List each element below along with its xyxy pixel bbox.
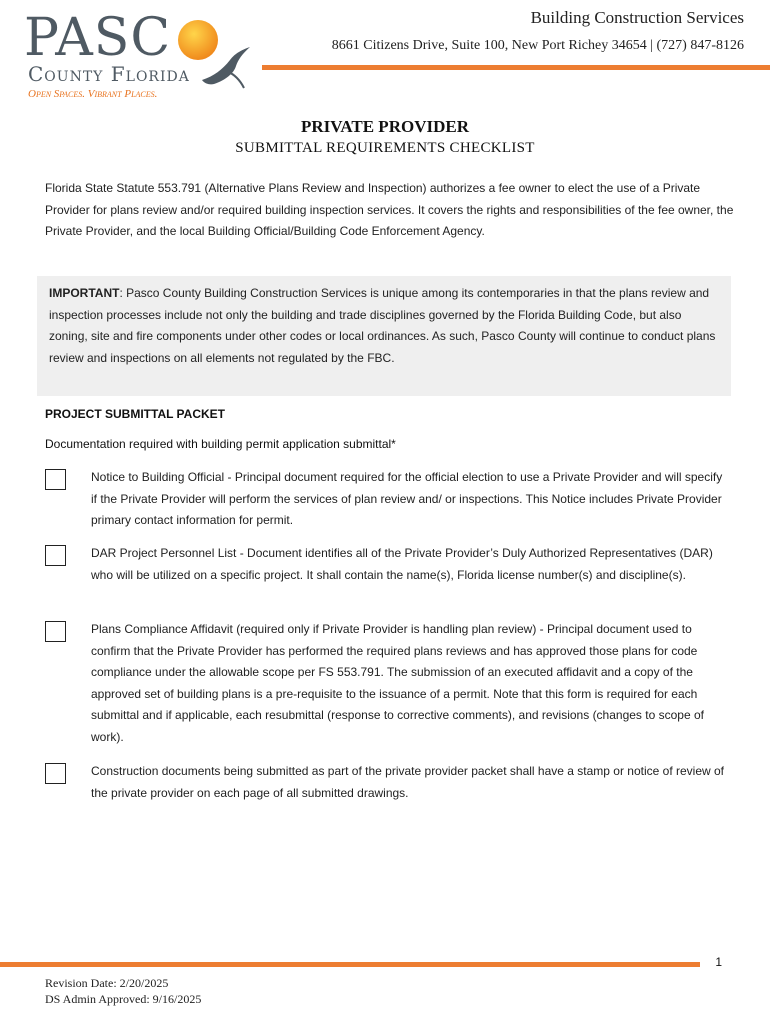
documentation-required-text: Documentation required with building permit application submittal* bbox=[45, 437, 396, 451]
logo-county-florida: County Florida bbox=[28, 62, 190, 86]
revision-date: Revision Date: 2/20/2025 bbox=[45, 976, 169, 990]
checkbox-plans-compliance-affidavit[interactable] bbox=[45, 621, 66, 642]
checkbox-notice-to-building-official[interactable] bbox=[45, 469, 66, 490]
checkbox-dar-personnel-list[interactable] bbox=[45, 545, 66, 566]
document-title: PRIVATE PROVIDER bbox=[301, 117, 469, 136]
footer-info bbox=[45, 975, 201, 1007]
checklist-item-text: Notice to Building Official - Principal document required for the official election to use a Private Provider and will specify if the Private Provider will perform the services of plan review and/ or inspections. This Notice includes Private Provider primary contact information for permit. bbox=[91, 470, 723, 527]
important-text: : Pasco County Building Construction Services is unique among its contemporaries in that the plans review and inspection processes include not only the building and trade disciplines governed by the Florida Building Code, but also zoning, site and fire components under other codes or local ordinances. As such, Pasco County will continue to conduct plans review and inspections on all elements not regulated by the FBC. bbox=[49, 286, 716, 365]
checkbox-construction-documents[interactable] bbox=[45, 763, 66, 784]
logo-tagline: Open Spaces. Vibrant Places. bbox=[28, 88, 158, 100]
footer-divider bbox=[0, 962, 700, 967]
pasco-county-logo bbox=[24, 8, 254, 104]
important-label: IMPORTANT bbox=[49, 286, 120, 300]
checklist-item-text: DAR Project Personnel List - Document identifies all of the Private Provider’s Duly Authorized Representatives (DAR) who will be utilized on a specific project. It shall contain the name(s), Florida license number(s) and discipline(s). bbox=[91, 546, 713, 582]
checklist-item-text: Plans Compliance Affidavit (required only if Private Provider is handling plan review) - Principal document used to confirm that the Private Provider has performed the required plans reviews and has approved those plans for code compliance under the allowable scope per FS 553.791. The submission of an executed affidavit and a copy of the approved set of building plans is a pre-requisite to the issuance of a permit. Note that this form is required for each submittal and if applicable, each resubmittal (response to corrective comments), and revisions (changes to scope of work). bbox=[91, 622, 704, 744]
department-name: Building Construction Services bbox=[530, 8, 744, 27]
header-divider bbox=[262, 65, 770, 70]
department-address: 8661 Citizens Drive, Suite 100, New Port Richey 34654 | (727) 847-8126 bbox=[331, 38, 744, 53]
document-subtitle: SUBMITTAL REQUIREMENTS CHECKLIST bbox=[235, 140, 535, 156]
checklist-item-text: Construction documents being submitted as part of the private provider packet shall have a stamp or notice of review of the private provider on each page of all submitted drawings. bbox=[91, 764, 724, 800]
page-number: 1 bbox=[715, 955, 722, 969]
intro-paragraph: Florida State Statute 553.791 (Alternative Plans Review and Inspection) authorizes a fee owner to elect the use of a Private Provider for plans review and/or required building inspection services. It covers the rights and responsibilities of the fee owner, the Private Provider, and the local Building Official/Building Code Enforcement Agency. bbox=[45, 181, 734, 238]
logo-wordmark: PASC bbox=[24, 8, 172, 68]
bird-icon bbox=[200, 46, 254, 90]
important-note bbox=[37, 276, 731, 396]
admin-approved-date: DS Admin Approved: 9/16/2025 bbox=[45, 992, 202, 1006]
section-heading: PROJECT SUBMITTAL PACKET bbox=[45, 407, 226, 421]
